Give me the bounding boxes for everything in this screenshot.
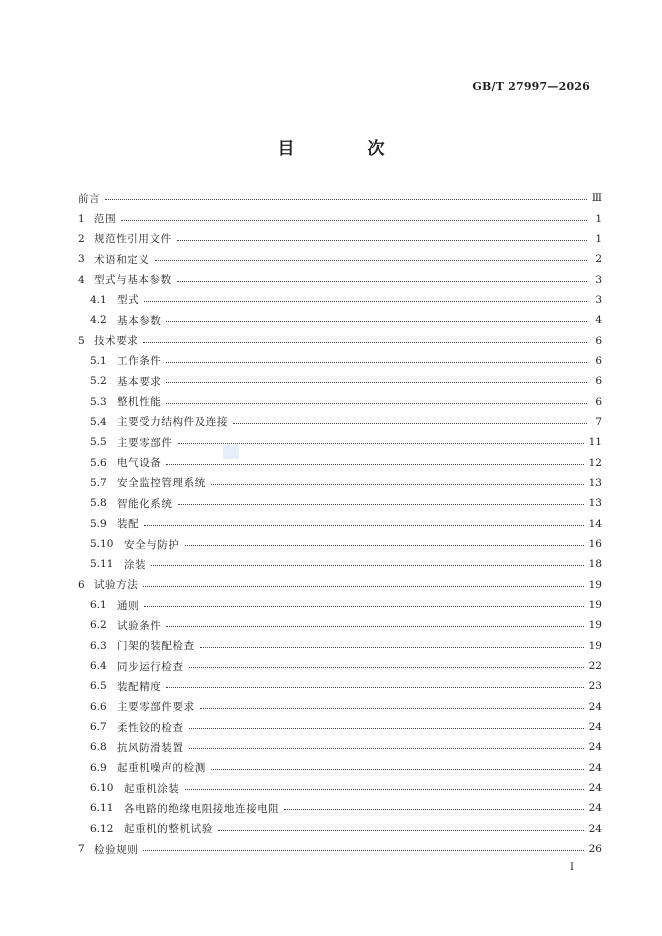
toc-entry[interactable] [78, 514, 602, 534]
toc-entry-label: 门架的装配检查 [117, 640, 195, 653]
toc-entry-number: 6.9 [90, 761, 107, 774]
toc-leader-dots [178, 442, 584, 444]
toc-entry-page: 16 [588, 538, 602, 551]
toc-entry[interactable] [78, 819, 602, 839]
toc-entry[interactable] [78, 615, 602, 635]
toc-entry[interactable] [78, 737, 602, 757]
toc-entry[interactable] [78, 717, 602, 737]
toc-entry[interactable] [78, 636, 602, 656]
toc-entry-label: 型式与基本参数 [94, 274, 172, 287]
toc-entry-number: 3 [78, 253, 85, 266]
toc-leader-dots [144, 300, 587, 302]
toc-entry-label: 范围 [94, 213, 117, 226]
toc-entry[interactable] [78, 473, 602, 493]
toc-entry-number: 5.6 [90, 456, 107, 469]
toc-leader-dots [166, 402, 587, 404]
toc-leader-dots [166, 361, 587, 363]
toc-entry-page: 24 [588, 721, 602, 734]
toc-entry[interactable] [78, 290, 602, 310]
toc-leader-dots [200, 707, 584, 709]
toc-entry[interactable] [78, 697, 602, 717]
toc-entry-number: 6 [78, 578, 85, 591]
toc-entry-page: 6 [595, 375, 602, 388]
toc-leader-dots [143, 585, 583, 587]
toc-entry-number: 4.1 [90, 293, 107, 306]
toc-entry-page: 24 [588, 700, 602, 713]
toc-entry-label: 整机性能 [117, 396, 162, 409]
toc-entry[interactable] [78, 676, 602, 696]
toc-entry-number: 5 [78, 334, 85, 347]
toc-entry[interactable] [78, 229, 602, 249]
toc-entry-page: 3 [595, 293, 602, 306]
toc-entry[interactable] [78, 798, 602, 818]
toc-entry-page: 7 [595, 415, 602, 428]
toc-entry[interactable] [78, 534, 602, 554]
toc-entry-label: 装配 [117, 518, 140, 531]
toc-leader-dots [284, 808, 583, 810]
toc-entry-number: 5.8 [90, 497, 107, 510]
toc-leader-dots [178, 503, 584, 505]
toc-entry[interactable] [78, 188, 602, 208]
toc-entry[interactable] [78, 269, 602, 289]
toc-entry-label: 电气设备 [117, 457, 162, 470]
toc-entry-number: 2 [78, 232, 85, 245]
toc-entry-label: 抗风防滑装置 [117, 741, 184, 754]
toc-entry-label: 技术要求 [94, 335, 139, 348]
toc-entry-page: 12 [588, 456, 602, 469]
toc-entry-label: 试验条件 [117, 619, 162, 632]
toc-entry-page: 24 [588, 802, 602, 815]
toc-entry-label: 柔性铰的检查 [117, 721, 184, 734]
toc-entry-number: 5.10 [90, 538, 114, 551]
toc-entry-number: 5.11 [90, 558, 114, 571]
page-number: Ⅰ [570, 862, 574, 873]
toc-entry-number: 6.8 [90, 741, 107, 754]
toc-entry-page: 24 [588, 782, 602, 795]
toc-entry-number: 5.1 [90, 354, 107, 367]
toc-entry-page: 4 [595, 314, 602, 327]
toc-leader-dots [189, 727, 584, 729]
toc-entry[interactable] [78, 351, 602, 371]
toc-entry[interactable] [78, 595, 602, 615]
toc-leader-dots [177, 280, 587, 282]
toc-entry-page: 2 [595, 253, 602, 266]
toc-entry-page: 1 [595, 212, 602, 225]
toc-entry-number: 1 [78, 212, 85, 225]
toc-entry-page: 24 [588, 822, 602, 835]
toc-entry-number: 6.6 [90, 700, 107, 713]
toc-entry-number: 6.12 [90, 822, 114, 835]
toc-entry-label: 规范性引用文件 [94, 233, 172, 246]
toc-entry-number: 6.5 [90, 680, 107, 693]
toc-entry-label: 试验方法 [94, 579, 139, 592]
toc-entry-number: 6.7 [90, 721, 107, 734]
toc-leader-dots [211, 768, 584, 770]
toc-entry-page: 19 [588, 639, 602, 652]
toc-entry-number: 7 [78, 843, 85, 856]
toc-entry[interactable] [78, 412, 602, 432]
toc-entry-number: 4.2 [90, 314, 107, 327]
toc-entry-number: 5.2 [90, 375, 107, 388]
toc-entry-label: 同步运行检查 [117, 660, 184, 673]
page-title: 目 次 [277, 139, 413, 159]
toc-entry[interactable] [78, 656, 602, 676]
toc-entry-page: 6 [595, 354, 602, 367]
toc-entry[interactable] [78, 249, 602, 269]
toc-entry-page: 22 [588, 660, 602, 673]
toc-entry-page: 18 [588, 558, 602, 571]
toc-leader-dots [151, 564, 583, 566]
toc-entry-number: 6.4 [90, 660, 107, 673]
toc-leader-dots [166, 320, 587, 322]
toc-entry[interactable] [78, 432, 602, 452]
toc-entry-number: 5.7 [90, 476, 107, 489]
toc-entry-label: 起重机噪声的检测 [117, 762, 206, 775]
toc-leader-dots [200, 646, 584, 648]
toc-leader-dots [218, 829, 584, 831]
toc-entry-label: 通则 [117, 599, 140, 612]
toc-entry-page: 24 [588, 741, 602, 754]
toc-entry-page: 14 [588, 517, 602, 530]
toc-entry-label: 工作条件 [117, 355, 162, 368]
toc-entry-number: 5.3 [90, 395, 107, 408]
toc-leader-dots [143, 849, 583, 851]
toc-entry-number: 6.1 [90, 599, 107, 612]
toc-entry-number: 6.10 [90, 782, 114, 795]
toc-entry-label: 检验规则 [94, 843, 139, 856]
toc-leader-dots [189, 747, 584, 749]
toc-entry[interactable] [78, 575, 602, 595]
toc-entry-page: 19 [588, 619, 602, 632]
toc-leader-dots [211, 483, 584, 485]
toc-entry[interactable] [78, 554, 602, 574]
toc-entry-label: 装配精度 [117, 680, 162, 693]
toc-entry-label: 安全监控管理系统 [117, 477, 206, 490]
toc-entry-label: 起重机涂装 [124, 782, 180, 795]
toc-leader-dots [166, 381, 587, 383]
toc-entry-page: 24 [588, 761, 602, 774]
toc-entry[interactable] [78, 330, 602, 350]
toc-leader-dots [166, 463, 583, 465]
toc-entry-number: 6.11 [90, 802, 114, 815]
toc-entry-label: 智能化系统 [117, 497, 173, 510]
toc-entry[interactable] [78, 208, 602, 228]
toc-entry-page: 13 [588, 476, 602, 489]
toc-entry-number: 6.2 [90, 619, 107, 632]
toc-leader-dots [185, 544, 584, 546]
toc-entry[interactable] [78, 391, 602, 411]
toc-entry-number: 5.5 [90, 436, 107, 449]
toc-entry-number: 4 [78, 273, 85, 286]
toc-leader-dots [185, 788, 584, 790]
standard-code: GB/T 27997—2026 [472, 80, 590, 93]
toc-entry[interactable] [78, 493, 602, 513]
toc-entry-page: 26 [588, 843, 602, 856]
toc-entry[interactable] [78, 452, 602, 472]
toc-leader-dots [155, 259, 588, 261]
toc-leader-dots [189, 666, 584, 668]
toc-entry-page: 6 [595, 395, 602, 408]
toc-entry-label: 各电路的绝缘电阻接地连接电阻 [124, 802, 280, 815]
toc-entry-label: 基本要求 [117, 375, 162, 388]
toc-leader-dots [143, 341, 587, 343]
toc-entry-page: 11 [588, 436, 602, 449]
toc-entry-label: 型式 [117, 294, 140, 307]
toc-entry-label: 涂装 [124, 558, 147, 571]
toc-entry-number: 5.4 [90, 415, 107, 428]
toc-entry-label: 前言 [78, 192, 101, 205]
table-of-contents [78, 188, 602, 859]
toc-leader-dots [144, 605, 583, 607]
toc-entry-number: 6.3 [90, 639, 107, 652]
toc-entry-label: 主要零部件要求 [117, 701, 195, 714]
toc-entry-number: 5.9 [90, 517, 107, 530]
toc-entry-page: 3 [595, 273, 602, 286]
toc-leader-dots [121, 219, 587, 221]
toc-entry-label: 安全与防护 [124, 538, 180, 551]
toc-entry-label: 主要受力结构件及连接 [117, 416, 228, 429]
toc-leader-dots [105, 198, 587, 200]
toc-entry-page: 19 [588, 599, 602, 612]
toc-entry[interactable] [78, 310, 602, 330]
toc-entry-page: 23 [588, 680, 602, 693]
toc-entry-label: 起重机的整机试验 [124, 823, 213, 836]
toc-entry[interactable] [78, 839, 602, 859]
toc-entry-label: 基本参数 [117, 314, 162, 327]
toc-entry-page: 19 [588, 578, 602, 591]
toc-leader-dots [233, 422, 587, 424]
toc-leader-dots [177, 239, 587, 241]
toc-leader-dots [166, 686, 583, 688]
toc-entry-page: 6 [595, 334, 602, 347]
toc-leader-dots [166, 625, 583, 627]
toc-entry-page: 1 [595, 232, 602, 245]
toc-entry[interactable] [78, 371, 602, 391]
toc-entry-label: 术语和定义 [94, 253, 150, 266]
toc-entry-label: 主要零部件 [117, 436, 173, 449]
toc-entry[interactable] [78, 758, 602, 778]
toc-entry-page: 13 [588, 497, 602, 510]
toc-entry-page: Ⅲ [591, 192, 602, 205]
toc-leader-dots [144, 524, 583, 526]
toc-entry[interactable] [78, 778, 602, 798]
